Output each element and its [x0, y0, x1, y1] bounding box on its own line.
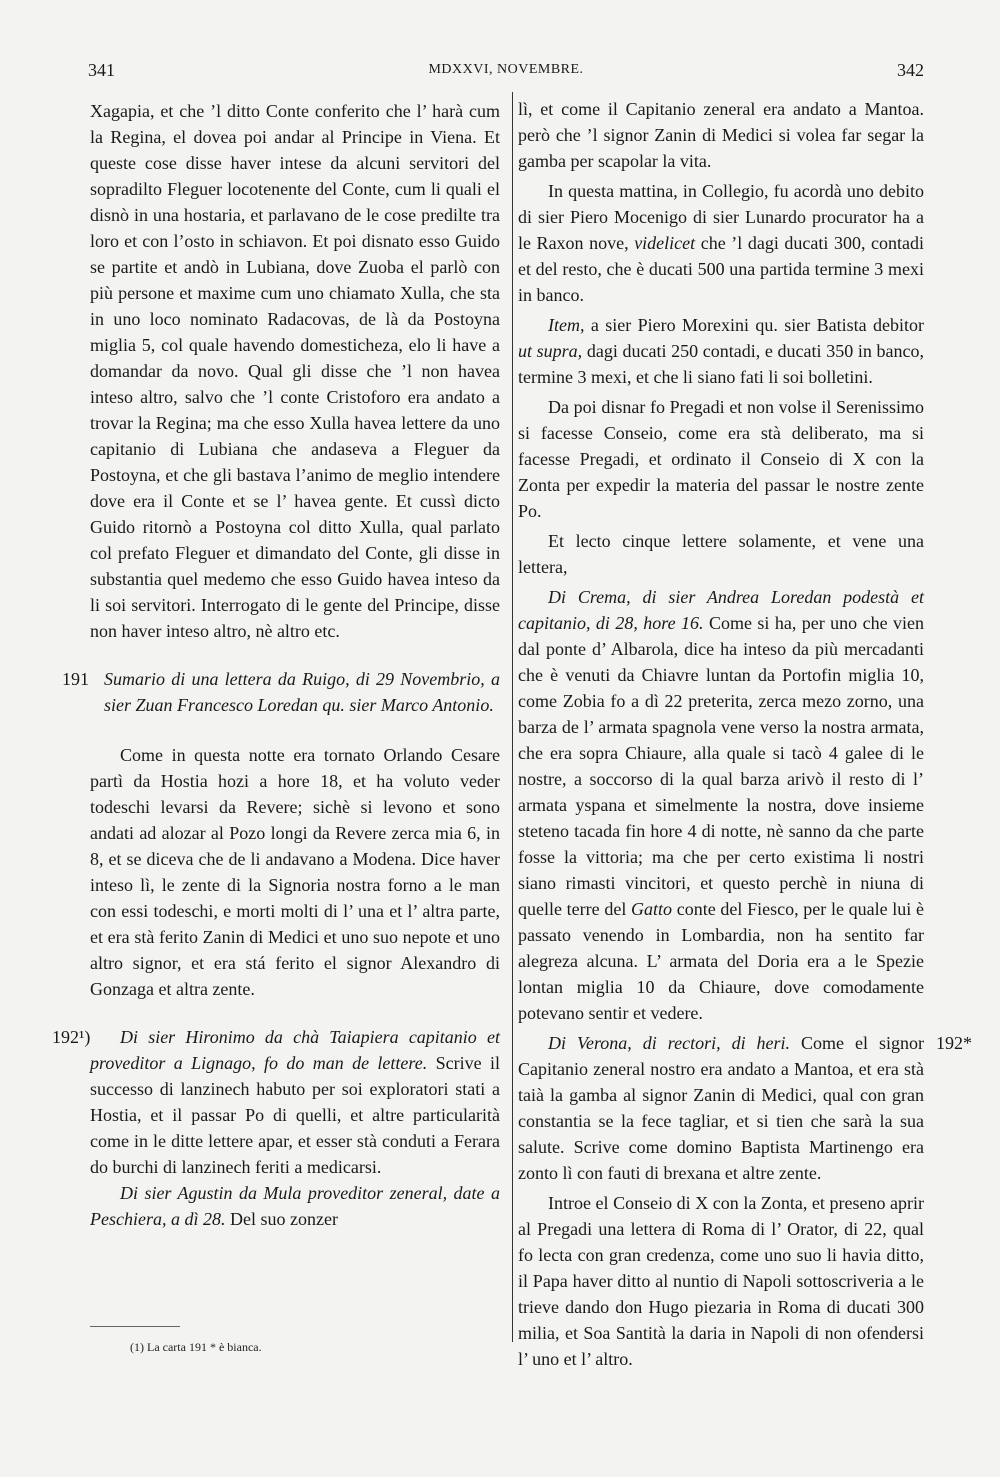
paragraph: Di sier Hironimo da chà Taiapiera capitanio et proveditor a Lignago, fo do man de lettere. Scrive il successo di lanzinech habuto per soi exploratori stati a Hostia, et il passar Po di quelli, et altre particularità come in le ditte lettere apar, et esser stà conduti a Ferara do burchi di lanzinech feriti a medicarsi. — [90, 1027, 500, 1177]
paragraph: Di Crema, di sier Andrea Loredan podestà et capitanio, di 28, hore 16. Come si ha, per uno che vien dal ponte d’ Albarola, dice ha inteso da più mercadanti che è venuti da Chiavre luntan da Portofin miglia 10, come Zobia fo a dì 22 preterita, zerca mezo zorno, una barza de l’ armata spagnola vene verso la nostra armata, che era sopra Chiaure, alla quale si tacò 4 galee di le nostre, a soccorso di la qual barza arivò il resto di l’ armata yspana et simelmente la nostra, dove insieme steteno tacada fin hore 4 di notte, nè sanno da che parte fosse la vittoria; ma che per certo existima li nostri siano rimasti vincitori, et questo perchè in niuna di quelle terre del Gatto conte del Fiesco, per le quale lui è passato venendo in Lombardia, non ha sentito far alegreza alcuna. L’ armata del Doria era a le Spezie lontan miglia 10 da Chiaure, dove comodamente potevano sentir et vedere. — [518, 587, 924, 1023]
margin-number: 192* — [936, 1033, 972, 1053]
page-header — [88, 60, 924, 90]
column-divider — [512, 92, 513, 1342]
paragraph: Di Verona, di rectori, di heri. Come el signor Capitanio zeneral nostro era andato a Mantoa, et era stà taià la gamba al signor Zanin di Medici, qual con gran constantia se la fece tagliar, et si tien che sarà la sua salute. Scrive come domino Baptista Martinengo era zonto lì con fauti di brexana et altre zente. — [518, 1033, 924, 1183]
footnote: (1) La carta 191 * è bianca. — [130, 1340, 262, 1354]
paragraph: Et lecto cinque lettere solamente, et vene una lettera, — [518, 531, 924, 577]
footnote-rule — [90, 1326, 180, 1327]
paragraph: Item, a sier Piero Morexini qu. sier Batista debitor ut supra, dagi ducati 250 contadi, e ducati 350 in banco, termine 3 mexi, et che li siano fati li soi bolletini. — [518, 315, 924, 387]
paragraph: Da poi disnar fo Pregadi et non volse il Serenissimo si facesse Conseio, come era stà deliberato, ma si facesse Pregadi, et ordinato il Conseio di X con la Zonta per expedir la materia del passar le nostre zente Po. — [518, 397, 924, 521]
running-title: MDXXVI, NOVEMBRE. — [428, 62, 584, 77]
paragraph: Xagapia, et che ’l ditto Conte conferito che l’ harà cum la Regina, el dovea poi andar al Principe in Viena. Et queste cose disse haver intese da alcuni servitori del sopradilto Fleguer locotenente del Conte, cum li quali el disnò in una hostaria, et parlavano de le cose predilte tra loro et con l’osto in schiavon. Et poi disnato esso Guido se partite et andò in Lubiana, dove Zuoba el parlò con più persone et maxime cum uno chiamato Xulla, che sta in uno loco nominato Radacovas, de là da Postoyna miglia 5, col quale havendo domesticheza, elo li have a domandar da novo. Qual gli disse che ’l non havea inteso altro, salvo che ’l conte Cristoforo era andato a trovar la Regina; ma che esso Xulla havea lettere da uno capitanio di Lubiana che andaseva a Fleguer da Postoyna, et che gli bastava l’animo de meglio intendere dove era il Conte et se l’ havea gente. Et cussì dicto Guido ritornò a Postoyna col ditto Xulla, qual parlato col prefato Fleguer et dimandato del Conte, gli disse in substantia quel medemo che esso Guido havea inteso da li soi servitori. Interrogato di le gente del Principe, disse non haver inteso altro, nè altro etc. — [90, 101, 500, 641]
margin-number: 191 — [62, 669, 89, 689]
margin-number: 192¹) — [52, 1027, 91, 1047]
entry-heading: Di sier Hironimo da chà Taiapiera capitanio et proveditor a Lignago, fo do man de lettere. — [90, 1027, 500, 1073]
left-column — [52, 98, 500, 1236]
page-number-left: 341 — [88, 60, 115, 80]
entry-192b — [518, 1030, 972, 1186]
paragraph: Come in questa notte era tornato Orlando Cesare partì da Hostia hozi a hore 18, et ha voluto veder todeschi levarsi da Revere; sichè si levono et sono andati ad alozar al Pozo longi da Revere zerca mia 6, in 8, et se diceva che de li andavano a Modena. Dice haver inteso lì, le zente di la Signoria nostra forno a le man con essi todeschi, e morti molti di l’ una et l’ altra parte, et era stà ferito Zanin di Medici et uno suo nepote et uno altro signor, et era stá ferito el signor Alexandro di Gonzaga et altra zente. — [90, 745, 500, 999]
paragraph: In questa mattina, in Collegio, fu acordà uno debito di sier Piero Mocenigo di sier Lunardo procurator ha a le Raxon nove, videlicet che ’l dagi ducati 300, contadi et del resto, che è ducati 500 una partida termine 3 mexi in banco. — [518, 181, 924, 305]
page-number-right: 342 — [897, 60, 924, 80]
paragraph: lì, et come il Capitanio zeneral era andato a Mantoa. però che ’l signor Zanin di Medici si volea far segar la gamba per scapolar la vita. — [518, 99, 924, 171]
entry-heading: Di Crema, di sier Andrea Loredan podestà et capitanio, di 28, hore 16. — [518, 587, 924, 633]
entry-heading: Sumario di una lettera da Ruigo, di 29 Novembrio, a sier Zuan Francesco Loredan qu. sier Marco Antonio. — [104, 669, 500, 715]
paragraph: Introe el Conseio di X con la Zonta, et preseno aprir al Pregadi una lettera di Roma di l’ Orator, di 22, qual fo lecta con gran credenza, come uno suo li havia ditto, il Papa haver ditto al nuntio di Napoli sottoscriveria a le trieve dando don Hugo piezaria in Roma di ducati 300 milia, et Soa Santità la daria in Napoli di non ofendersi l’ uno et l’ altro. — [518, 1193, 924, 1369]
entry-heading: Di Verona, di rectori, di heri. — [548, 1033, 791, 1053]
entry-heading: Di sier Agustin da Mula proveditor zeneral, date a Peschiera, a dì 28. — [90, 1183, 500, 1229]
entry-192 — [52, 1024, 500, 1180]
paragraph: Di sier Agustin da Mula proveditor zeneral, date a Peschiera, a dì 28. Del suo zonzer — [90, 1183, 500, 1229]
right-column — [518, 96, 972, 1376]
entry-191 — [62, 666, 500, 718]
